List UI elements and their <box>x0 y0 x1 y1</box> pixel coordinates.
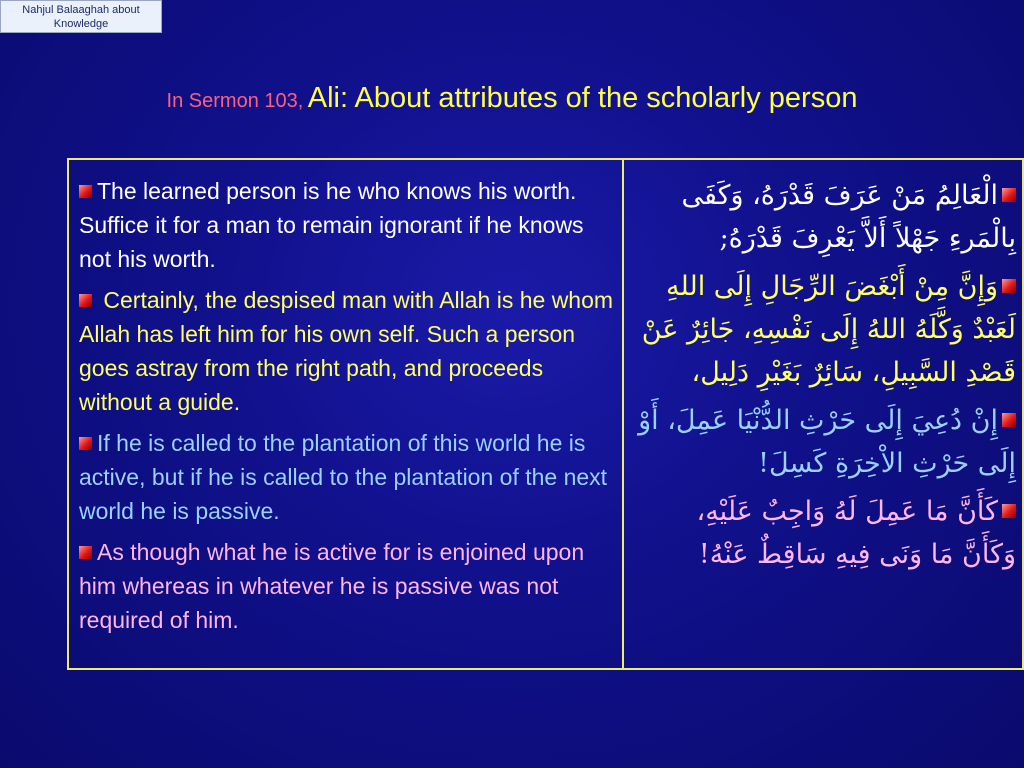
square-bullet-icon <box>1002 188 1016 202</box>
square-bullet-icon <box>79 546 92 559</box>
english-paragraph-4 <box>79 535 614 637</box>
arabic-paragraph-text: كَأَنَّ مَا عَمِلَ لَهُ وَاجِبٌ عَلَيْهِ، وَكَأَنَّ مَا وَنَى فِيهِ سَاقِطٌ عَنْهُ! <box>696 496 1016 570</box>
english-paragraph-3 <box>79 426 614 528</box>
arabic-paragraph-3 <box>634 399 1016 485</box>
title-main: Ali: About attributes of the scholarly person <box>307 82 858 114</box>
corner-tag: Nahjul Balaaghah about Knowledge <box>0 0 162 33</box>
title-prefix: In Sermon 103, <box>166 90 304 112</box>
square-bullet-icon <box>1002 279 1016 293</box>
arabic-paragraph-text: الْعَالِمُ مَنْ عَرَفَ قَدْرَهُ، وَكَفَى بِالْمَرءِ جَهْلاً أَلاَّ يَعْرِفَ قَدْرَهُ; <box>681 180 1016 254</box>
arabic-paragraph-2 <box>634 265 1016 394</box>
arabic-paragraph-text: إِنْ دُعِيَ إِلَى حَرْثِ الدُّنْيَا عَمِلَ، أَوْ إِلَى حَرْثِ الاْخِرَةِ كَسِلَ! <box>638 405 1016 479</box>
arabic-column <box>624 160 1022 668</box>
square-bullet-icon <box>1002 504 1016 518</box>
square-bullet-icon <box>79 294 92 307</box>
english-column <box>69 160 624 668</box>
square-bullet-icon <box>1002 413 1016 427</box>
square-bullet-icon <box>79 185 92 198</box>
english-paragraph-1 <box>79 174 614 276</box>
square-bullet-icon <box>79 437 92 450</box>
english-paragraph-text: Certainly, the despised man with Allah is he whom Allah has left him for his own self. Such a person goes astray from the right path, and proceeds without a guide. <box>79 287 614 415</box>
slide-title <box>0 82 1024 115</box>
english-paragraph-text: The learned person is he who knows his worth. Suffice it for a man to remain ignorant if he knows not his worth. <box>79 178 584 272</box>
arabic-paragraph-4 <box>634 490 1016 576</box>
content-table <box>67 158 1024 670</box>
english-paragraph-text: As though what he is active for is enjoined upon him whereas in whatever he is passive was not required of him. <box>79 539 585 633</box>
english-paragraph-2 <box>79 283 614 419</box>
english-paragraph-text: If he is called to the plantation of this world he is active, but if he is called to the plantation of the next world he is passive. <box>79 430 608 524</box>
arabic-paragraph-1 <box>634 174 1016 260</box>
arabic-paragraph-text: وَإِنَّ مِنْ أَبْغَضَ الرِّجَالِ إِلَى اللهِ لَعَبْدٌ وَكَّلَهُ اللهُ إِلَى نَفْسِهِ، جَائِرٌ عَنْ قَصْدِ السَّبِيلِ، سَائِرٌ بَغَيْرِ دَلِيل، <box>641 271 1016 388</box>
